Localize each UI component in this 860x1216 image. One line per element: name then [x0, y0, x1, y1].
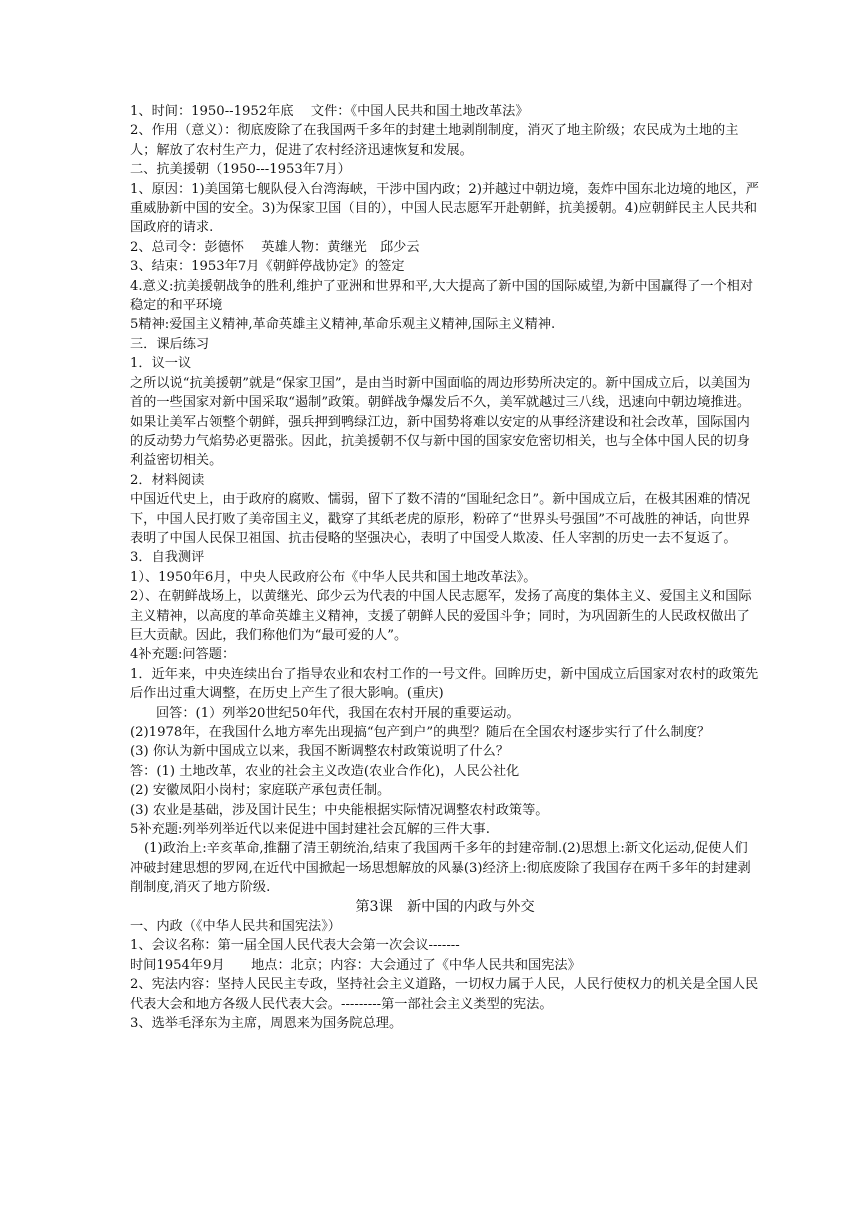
- subsection-heading: 3．自我测评: [130, 550, 205, 566]
- section-heading: 三．课后练习: [130, 336, 210, 352]
- text-line: 1、会议名称：第一届全国人民代表大会第一次会议-------: [130, 938, 460, 954]
- text-line: 2、总司令：彭德怀 英雄人物：黄继光 邱少云: [130, 239, 420, 255]
- text-line: 1）、1950年6月，中央人民政府公布《中华人民共和国土地改革法》。: [130, 569, 537, 585]
- text-paragraph: 之所以说“抗美援朝”就是“保家卫国”，是由当时新中国面临的周边形势所决定的。新中国成立后，以美国为首的一些国家对新中国采取“遏制”政策。朝鲜战争爆发后不久，美军就越过三八线，迅速向中朝边境推进。如果让美军占领整个朝鲜，强兵押到鸭绿江边，新中国势将难以安定的从事经济建设和社会改革，国际国内的反动势力气焰势必更嚣张。因此，抗美援朝不仅与新中国的国家安危密切相关，也与全体中国人民的切身利益密切相关。: [130, 375, 751, 469]
- answer-paragraph: (1)政治上:辛亥革命,推翻了清王朝统治,结束了我国两千多年的封建帝制.(2)思想上:新文化运动,促使人们冲破封建思想的罗网,在近代中国掀起一场思想解放的风暴(3)经济上:彻底废除了我国存在两千多年的封建剥削制度,消灭了地方阶级.: [130, 841, 751, 896]
- text-line: 时间1954年9月 地点：北京；内容：大会通过了《中华人民共和国宪法》: [130, 957, 581, 973]
- text-line: 3、选举毛泽东为主席，周恩来为国务院总理。: [130, 1016, 403, 1032]
- lesson-title: 第3课 新中国的内政与外交: [355, 898, 535, 915]
- answer-line: (2) 安徽凤阳小岗村；家庭联产承包责任制。: [130, 783, 391, 799]
- text-paragraph: 1、原因：1)美国第七舰队侵入台湾海峡，干涉中国内政；2)并越过中朝边境，轰炸中国东北边境的地区，严重威胁新中国的安全。3)为保家卫国（目的），中国人民志愿军开赴朝鲜，抗美援朝。4)应朝鲜民主人民共和国政府的请求.: [130, 181, 759, 236]
- text-line: 5精神:爱国主义精神,革命英雄主义精神,革命乐观主义精神,国际主义精神.: [130, 317, 556, 333]
- subsection-heading: 1．议一议: [130, 356, 192, 372]
- text-paragraph: 2、作用（意义）：彻底废除了在我国两千多年的封建土地剥削制度，消灭了地主阶级；农民成为土地的主人；解放了农村生产力，促进了农村经济迅速恢复和发展。: [130, 123, 739, 158]
- answer-line: (3) 农业是基础，涉及国计民生；中央能根据实际情况调整农村政策等。: [130, 802, 549, 818]
- text-line: 3、结束：1953年7月《朝鲜停战协定》的签定: [130, 259, 405, 275]
- question-line: 回答：(1）列举20世纪50年代，我国在农村开展的重要运动。: [156, 705, 520, 721]
- text-paragraph: 2）、在朝鲜战场上，以黄继光、邱少云为代表的中国人民志愿军，发扬了高度的集体主义、爱国主义和国际主义精神，以高度的革命英雄主义精神，支援了朝鲜人民的爱国斗争；同时，为巩固新生的人民政权做出了巨大贡献。因此，我们称他们为“最可爱的人”。: [130, 589, 752, 643]
- question-line: (3) 你认为新中国成立以来，我国不断调整农村政策说明了什么？: [130, 744, 509, 760]
- section-heading: 一、内政（《中华人民共和国宪法》）: [130, 919, 341, 935]
- text-line: 1、时间：1950--1952年底 文件：《中国人民共和国土地改革法》: [130, 104, 529, 119]
- text-paragraph: 4.意义:抗美援朝战争的胜利,维护了亚洲和世界和平,大大提高了新中国的国际威望,为新中国赢得了一个相对稳定的和平环境: [130, 278, 754, 314]
- question-paragraph: 1．近年来，中央连续出台了指导农业和农村工作的一号文件。回眸历史，新中国成立后国家对农村的政策先后作出过重大调整，在历史上产生了很大影响。(重庆): [130, 666, 759, 702]
- question-paragraph: (2)1978年，在我国什么地方率先出现搞“包产到户”的典型？随后在全国农村逐步实行了什么制度？: [130, 725, 711, 740]
- subsection-heading: 2．材料阅读: [130, 472, 205, 488]
- text-paragraph: 2、宪法内容：坚持人民民主专政，坚持社会主义道路，一切权力属于人民，人民行使权力的机关是全国人民代表大会和地方各级人民代表大会。---------第一部社会主义类型的宪法。: [130, 977, 759, 1012]
- question-line: 5补充题:列举列举近代以来促进中国封建社会瓦解的三件大事.: [130, 822, 490, 838]
- text-paragraph: 中国近代史上，由于政府的腐败、懦弱，留下了数不清的“国耻纪念日”。新中国成立后，在极其困难的情况下，中国人民打败了美帝国主义，戳穿了其纸老虎的原形，粉碎了“世界头号强国”不可战胜的神话，向世界表明了中国人民保卫祖国、抗击侵略的坚强决心，表明了中国受人欺凌、任人宰割的历史一去不复返了。: [130, 492, 751, 546]
- section-heading: 二、抗美援朝（1950---1953年7月）: [130, 162, 351, 178]
- subsection-heading: 4补充题:问答题：: [130, 647, 236, 663]
- answer-line: 答：(1) 土地改革，农业的社会主义改造(农业合作化)，人民公社化: [130, 763, 520, 779]
